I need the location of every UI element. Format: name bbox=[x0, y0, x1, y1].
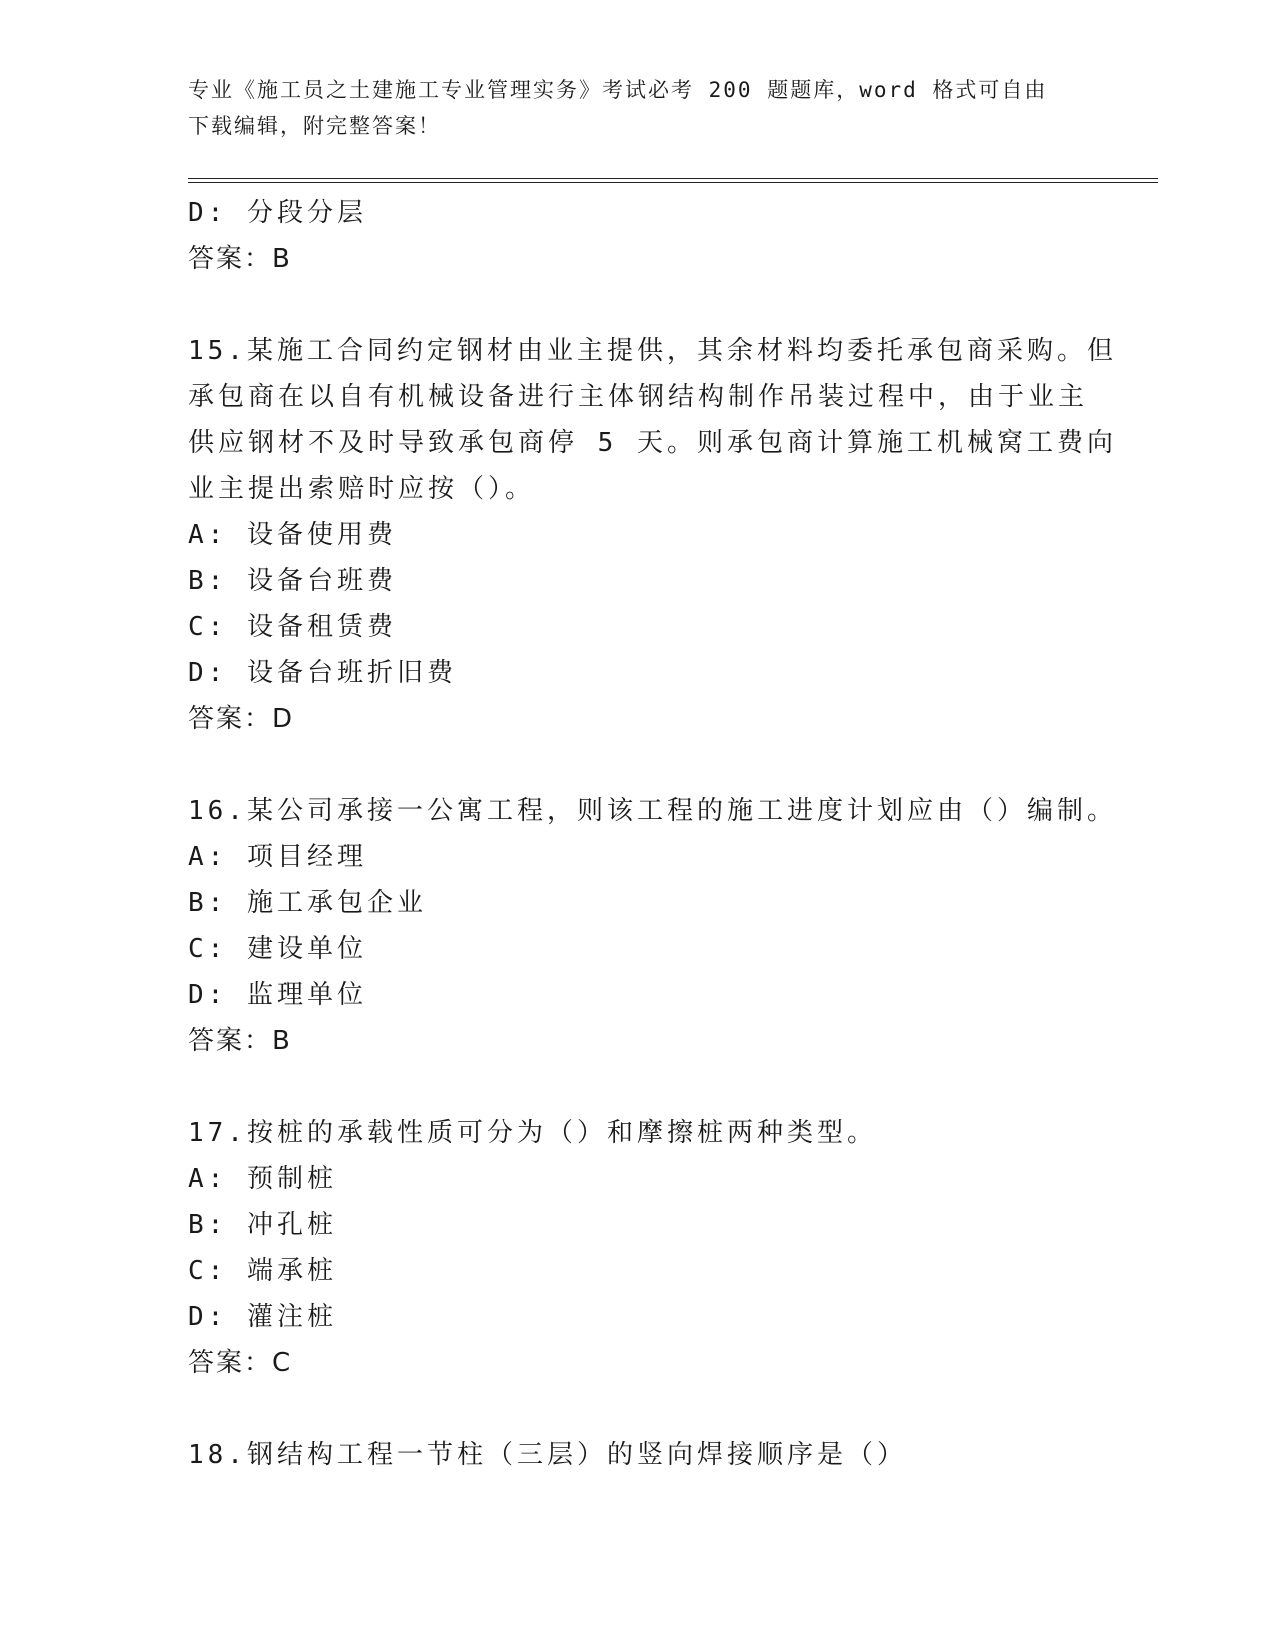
answer: 答案：D bbox=[188, 704, 295, 734]
question-stem-line: 17.按桩的承载性质可分为（）和摩擦桩两种类型。 bbox=[188, 1118, 877, 1148]
question-stem-line: 15.某施工合同约定钢材由业主提供，其余材料均委托承包商采购。但 bbox=[188, 336, 1117, 366]
option-d: D: 监理单位 bbox=[188, 980, 367, 1010]
question-stem-line: 18.钢结构工程一节柱（三层）的竖向焊接顺序是（） bbox=[188, 1440, 907, 1470]
option-b: B: 施工承包企业 bbox=[188, 888, 427, 918]
carryover-answer: 答案：B bbox=[188, 244, 292, 274]
option-b: B: 冲孔桩 bbox=[188, 1210, 337, 1240]
question-stem-line: 业主提出索赔时应按（）。 bbox=[188, 474, 536, 504]
answer: 答案：C bbox=[188, 1348, 293, 1378]
option-d: D: 设备台班折旧费 bbox=[188, 658, 457, 688]
carryover-option-d: D: 分段分层 bbox=[188, 198, 367, 228]
option-c: C: 设备租赁费 bbox=[188, 612, 397, 642]
question-stem-line: 16.某公司承接一公寓工程，则该工程的施工进度计划应由（）编制。 bbox=[188, 796, 1117, 826]
document-header bbox=[188, 72, 1088, 144]
question-list bbox=[188, 190, 1117, 1478]
spacer bbox=[188, 742, 1088, 788]
option-a: A: 项目经理 bbox=[188, 842, 367, 872]
header-line-2: 下载编辑，附完整答案！ bbox=[188, 114, 441, 138]
answer: 答案：B bbox=[188, 1026, 292, 1056]
question-18 bbox=[188, 1432, 1088, 1478]
question-stem-line: 承包商在以自有机械设备进行主体钢结构制作吊装过程中，由于业主 bbox=[188, 382, 1089, 412]
header-divider bbox=[188, 178, 1158, 183]
question-16 bbox=[188, 788, 1117, 1064]
option-a: A: 预制桩 bbox=[188, 1164, 337, 1194]
option-c: C: 端承桩 bbox=[188, 1256, 337, 1286]
spacer bbox=[188, 1386, 1088, 1432]
question-stem-line: 供应钢材不及时导致承包商停 5 天。则承包商计算施工机械窝工费向 bbox=[188, 428, 1117, 458]
spacer bbox=[188, 1064, 1088, 1110]
option-b: B: 设备台班费 bbox=[188, 566, 397, 596]
option-c: C: 建设单位 bbox=[188, 934, 367, 964]
header-line-1: 专业《施工员之土建施工专业管理实务》考试必考 200 题题库，word 格式可自由 bbox=[188, 78, 1048, 102]
question-17 bbox=[188, 1110, 1088, 1386]
question-15 bbox=[188, 328, 1117, 742]
option-a: A: 设备使用费 bbox=[188, 520, 397, 550]
spacer bbox=[188, 282, 1088, 328]
option-d: D: 灌注桩 bbox=[188, 1302, 337, 1332]
